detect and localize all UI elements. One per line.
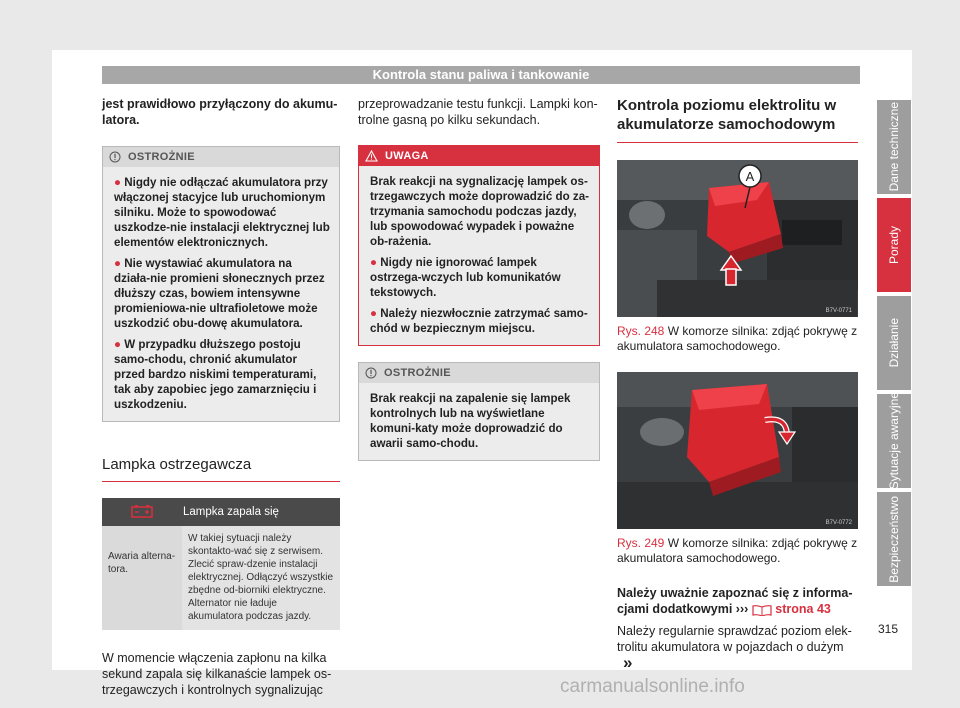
header-title: Kontrola stanu paliwa i tankowanie — [372, 67, 590, 82]
caution-item — [114, 337, 330, 412]
caution-body — [103, 167, 339, 421]
caution-title: OSTROŻNIE — [384, 367, 451, 379]
watermark: carmanualsonline.info — [560, 676, 745, 697]
caution-text: Brak reakcji na zapalenie się lampek kontrolnych lub na wyświetlane komuni-katy może doprowadzić do awarii samo-chodu. — [370, 392, 571, 450]
table-header-row — [102, 498, 340, 526]
caution-body — [359, 383, 599, 460]
page-header — [102, 66, 860, 84]
figure-caption-text: W komorze silnika: zdjąć pokrywę z akumulatora samochodowego. — [617, 536, 858, 565]
battery-icon — [131, 504, 153, 518]
engine-image-2 — [617, 372, 858, 529]
figure-caption-2 — [617, 536, 858, 566]
caution-box — [358, 362, 600, 461]
tab-label: Bezpieczeństwo — [887, 495, 901, 583]
figure-ref: Rys. 249 — [617, 536, 665, 550]
bullet-icon: ● — [370, 307, 378, 320]
engine-image-1 — [617, 160, 858, 317]
page-link[interactable]: strona 43 — [775, 602, 831, 616]
table-condition: Awaria alterna-tora. — [102, 526, 182, 630]
body-text — [617, 623, 858, 672]
figure-code: B7V-0771 — [825, 308, 852, 314]
caution-header — [359, 363, 599, 383]
column-middle — [358, 96, 600, 461]
warning-header — [359, 146, 599, 166]
figure-caption-1 — [617, 324, 858, 354]
figure-ref: Rys. 248 — [617, 324, 665, 338]
table-description: W takiej sytuacji należy skontakto-wać się z serwisem. Zlecić spraw-dzenie instalacji elektrycznej. Odłączyć wszystkie zbędne od-biorniki elektryczne. Alternator nie ładuje akumulatora podczas jazdy. — [182, 526, 340, 630]
warning-item — [370, 306, 590, 336]
caution-item-text: Nigdy nie odłączać akumulatora przy włączonej stacyjce lub uruchomionym silniku. Może to spowodować uszkodze-nie instalacji elektrycznej lub elementów elektronicznych. — [114, 176, 330, 249]
figure-label: A — [745, 169, 755, 184]
warning-triangle-icon — [365, 150, 378, 162]
bullet-icon: ● — [114, 257, 122, 270]
bullet-icon: ● — [114, 176, 122, 189]
warning-title: UWAGA — [385, 150, 429, 162]
electrolyte-section-title: Kontrola poziomu elektrolitu w akumulatorze samochodowym — [617, 96, 858, 143]
lamp-section-title: Lampka ostrzegawcza — [102, 456, 340, 482]
warning-item — [370, 255, 590, 300]
tab-label: Działanie — [887, 318, 901, 368]
notice-text — [617, 585, 858, 617]
table-icon-cell — [102, 498, 182, 526]
column-right — [617, 96, 858, 672]
caution-title: OSTROŻNIE — [128, 151, 195, 163]
warning-item-text: Nigdy nie ignorować lampek ostrzega-wczych lub komunikatów tekstowych. — [370, 256, 561, 299]
continue-arrow: » — [623, 653, 633, 672]
tab-label: Porady — [887, 225, 901, 265]
warning-box — [358, 145, 600, 346]
caution-item — [114, 175, 330, 250]
page-number: 315 — [878, 622, 899, 636]
tab-porady[interactable] — [877, 198, 911, 292]
intro-text: jest prawidłowo przyłączony do akumu-latora. — [102, 97, 338, 127]
caution-box — [102, 146, 340, 422]
tab-label: Dane techniczne — [887, 102, 901, 192]
engine-photo-1 — [617, 160, 858, 317]
tab-dzialanie[interactable] — [877, 296, 911, 390]
figure-code: B7V-0772 — [825, 520, 852, 526]
tab-label: Sytuacje awaryjne — [887, 392, 901, 490]
warning-item-text: Należy niezwłocznie zatrzymać samo-chód w bezpiecznym miejscu. — [370, 307, 588, 335]
caution-item — [114, 256, 330, 331]
notice-arrows: ››› — [735, 602, 749, 616]
warning-lamp-table — [102, 498, 340, 630]
caution-icon — [109, 151, 121, 163]
body-text-content: Należy regularnie sprawdzać poziom elek-trolitu akumulatora w pojazdach o dużym — [617, 624, 852, 654]
engine-photo-2 — [617, 372, 858, 529]
caution-item-text: Nie wystawiać akumulatora na działa-nie promieni słonecznych przez dłuższy czas, bowiem intensywne promieniowa-nie ultrafioletowe może uszkodzić obu-dowę akumulatora. — [114, 257, 325, 330]
tab-sytuacje-awaryjne[interactable] — [877, 394, 911, 488]
figure-caption-text: W komorze silnika: zdjąć pokrywę z akumulatora samochodowego. — [617, 324, 858, 353]
book-icon[interactable] — [752, 604, 772, 616]
caution-icon — [365, 367, 377, 379]
column-left — [102, 96, 340, 698]
warning-lead: Brak reakcji na sygnalizację lampek os-trzegawczych może doprowadzić do za-trzymania samochodu podczas jazdy, lub spowodować wypadek i poważne ob-rażenia. — [370, 175, 590, 248]
bullet-icon: ● — [114, 338, 122, 351]
table-header: Lampka zapala się — [182, 498, 340, 526]
bullet-icon: ● — [370, 256, 378, 269]
chapter-tabs — [877, 100, 911, 590]
notice-label: Należy uważnie zapoznać się z informa-cjami dodatkowymi — [617, 586, 853, 616]
caution-header — [103, 147, 339, 167]
warning-body — [359, 166, 599, 345]
table-row — [102, 526, 340, 630]
intro-text: przeprowadzanie testu funkcji. Lampki kon-trolne gasną po kilku sekundach. — [358, 97, 598, 127]
outro-text: W momencie włączenia zapłonu na kilka sekund zapala się kilkanaście lampek os-trzegawczych i kontrolnych sygnalizując — [102, 651, 332, 697]
tab-bezpieczenstwo[interactable] — [877, 492, 911, 586]
tab-dane-techniczne[interactable] — [877, 100, 911, 194]
caution-item-text: W przypadku dłuższego postoju samo-chodu, chronić akumulator przed bardzo niskimi temperaturami, tak aby zapobiec jego zamarznięciu i uszkodzeniu. — [114, 338, 317, 411]
